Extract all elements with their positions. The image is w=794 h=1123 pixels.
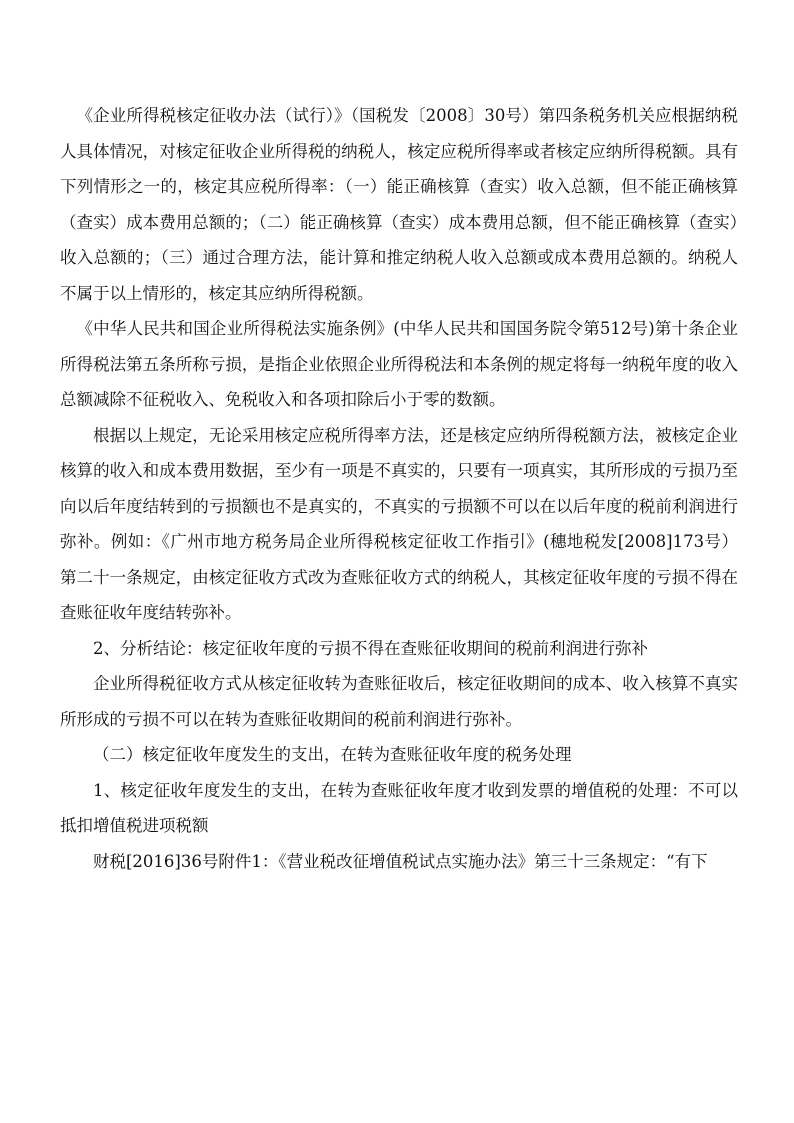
paragraph-conclusion-heading: 2、分析结论：核定征收年度的亏损不得在查账征收期间的税前利润进行弥补 — [93, 638, 648, 658]
paragraph-analysis-loss: 根据以上规定，无论采用核定应税所得率方法，还是核定应纳所得税额方法，被核定企业核算的收入和成本费用数据，至少有一项是不真实的，只要有一项真实，其所形成的亏损乃至向以后年度结转到的亏损额也不是真实的，不真实的亏损额不可以在以后年度的税前利润进行弥补。例如：《广州市地方税务局企业所得税核定征收工作指引》(穗地税发[2008]173号）第二十一条规定，由核定征收方式改为查账征收方式的纳税人，其核定征收年度的亏损不得在查账征收年度结转弥补。 — [60, 425, 738, 622]
paragraph-tax-approval-method: 《企业所得税核定征收办法（试行）》（国税发〔2008〕30号）第四条税务机关应根据纳税人具体情况，对核定征收企业所得税的纳税人，核定应税所得率或者核定应纳所得税额。具有下列情形之一的，核定其应税所得率：（一）能正确核算（查实）收入总额，但不能正确核算（查实）成本费用总额的；（二）能正确核算（查实）成本费用总额，但不能正确核算（查实）收入总额的；（三）通过合理方法，能计算和推定纳税人收入总额或成本费用总额的。纳税人不属于以上情形的，核定其应纳所得税额。 — [60, 106, 738, 303]
section-heading-expenditure: （二）核定征收年度发生的支出，在转为查账征收年度的税务处理 — [93, 745, 572, 764]
paragraph-vat-regulation: 财税[2016]36号附件1：《营业税改征增值税试点实施办法》第三十三条规定：“有下 — [93, 851, 708, 871]
paragraph-conclusion-body: 企业所得税征收方式从核定征收转为查账征收后，核定征收期间的成本、收入核算不真实所形成的亏损不可以在转为查账征收期间的税前利润进行弥补。 — [60, 674, 738, 729]
paragraph-vat-heading: 1、核定征收年度发生的支出，在转为查账征收年度才收到发票的增值税的处理：不可以抵扣增值税进项税额 — [60, 780, 738, 835]
paragraph-implementation-regulations: 《中华人民共和国企业所得税法实施条例》(中华人民共和国国务院令第512号)第十条企业所得税法第五条所称亏损，是指企业依照企业所得税法和本条例的规定将每一纳税年度的收入总额减除不征税收入、免税收入和各项扣除后小于零的数额。 — [60, 319, 738, 409]
document-body — [60, 98, 738, 879]
